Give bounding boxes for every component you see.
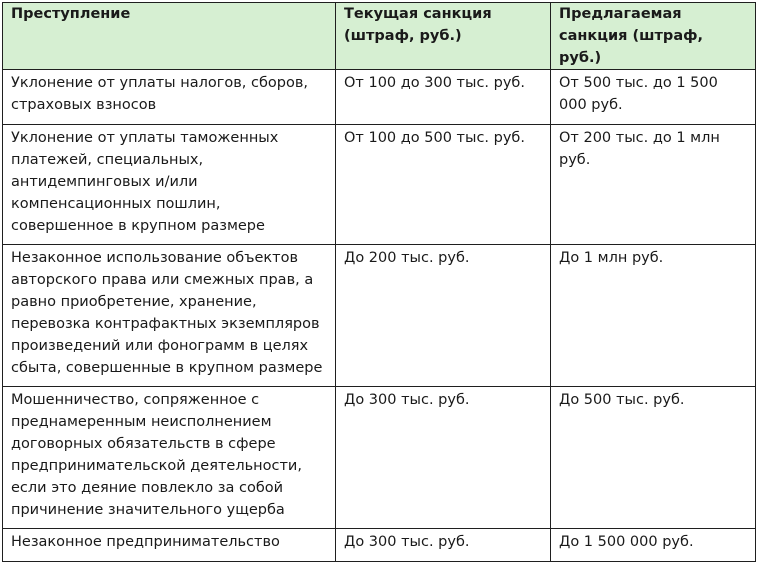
cell-current bbox=[336, 387, 551, 529]
table-row bbox=[3, 529, 756, 562]
cell-crime bbox=[3, 529, 336, 562]
crime-text: Уклонение от уплаты таможенных платежей, специальных, антидемпинговых и/или компенсационных пошлин, совершенное в крупном размере bbox=[11, 130, 279, 234]
header-proposed-label: Предлагаемая санкция (штраф, руб.) bbox=[559, 6, 703, 66]
header-current-sanction bbox=[336, 3, 551, 70]
cell-crime bbox=[3, 70, 336, 125]
cell-crime bbox=[3, 125, 336, 245]
cell-current bbox=[336, 125, 551, 245]
crime-text: Мошенничество, сопряженное с преднамеренным неисполнением договорных обязательств в сфере предпринимательской деятельности, если это деяние повлекло за собой причинение значительного ущерба bbox=[11, 392, 302, 518]
table-row bbox=[3, 387, 756, 529]
cell-proposed bbox=[551, 529, 756, 562]
crime-text: Незаконное использование объектов авторского права или смежных прав, а равно приобретение, хранение, перевозка контрафактных экземпляров произведений или фонограмм в целях сбыта, совершенные в крупном размере bbox=[11, 250, 323, 376]
header-current-label: Текущая санкция (штраф, руб.) bbox=[344, 6, 492, 44]
table-row bbox=[3, 125, 756, 245]
cell-crime bbox=[3, 387, 336, 529]
header-crime-label: Преступление bbox=[11, 6, 131, 22]
cell-current bbox=[336, 70, 551, 125]
current-sanction-text: От 100 до 300 тыс. руб. bbox=[344, 75, 525, 91]
cell-proposed bbox=[551, 245, 756, 387]
current-sanction-text: До 200 тыс. руб. bbox=[344, 250, 470, 266]
table-header-row bbox=[3, 3, 756, 70]
proposed-sanction-text: От 200 тыс. до 1 млн руб. bbox=[559, 130, 720, 168]
current-sanction-text: До 300 тыс. руб. bbox=[344, 392, 470, 408]
cell-proposed bbox=[551, 70, 756, 125]
cell-proposed bbox=[551, 387, 756, 529]
table-row bbox=[3, 70, 756, 125]
cell-current bbox=[336, 245, 551, 387]
header-crime bbox=[3, 3, 336, 70]
proposed-sanction-text: До 1 млн руб. bbox=[559, 250, 664, 266]
current-sanction-text: До 300 тыс. руб. bbox=[344, 534, 470, 550]
cell-current bbox=[336, 529, 551, 562]
proposed-sanction-text: До 500 тыс. руб. bbox=[559, 392, 685, 408]
cell-proposed bbox=[551, 125, 756, 245]
crime-text: Незаконное предпринимательство bbox=[11, 534, 280, 550]
table-row bbox=[3, 245, 756, 387]
header-proposed-sanction bbox=[551, 3, 756, 70]
cell-crime bbox=[3, 245, 336, 387]
current-sanction-text: От 100 до 500 тыс. руб. bbox=[344, 130, 525, 146]
proposed-sanction-text: От 500 тыс. до 1 500 000 руб. bbox=[559, 75, 718, 113]
sanctions-table bbox=[2, 2, 756, 562]
proposed-sanction-text: До 1 500 000 руб. bbox=[559, 534, 694, 550]
crime-text: Уклонение от уплаты налогов, сборов, страховых взносов bbox=[11, 75, 308, 113]
